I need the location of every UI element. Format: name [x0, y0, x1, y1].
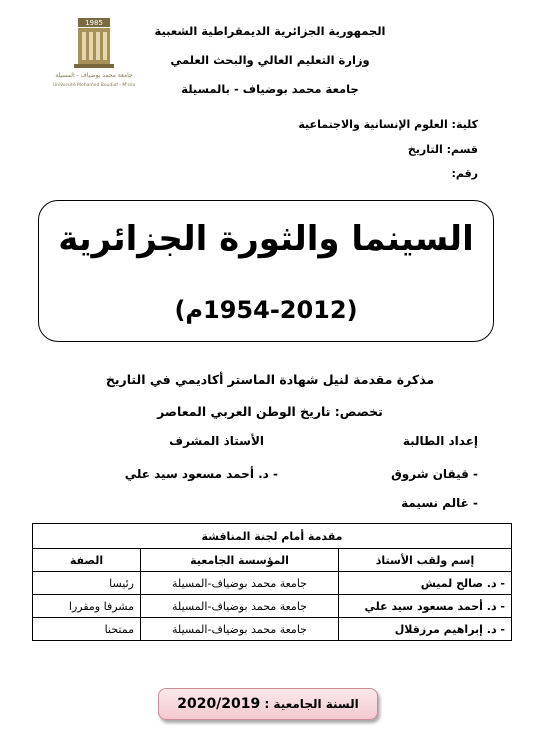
thesis-specialty: تخصص: تاريخ الوطن العربي المعاصر: [157, 404, 383, 419]
university-name: جامعة محمد بوضياف - بالمسيلة: [181, 82, 359, 96]
table-caption-row: [33, 524, 512, 549]
academic-year-box: [158, 688, 378, 720]
member-name: - د. إبراهيم مرزقلال: [339, 618, 512, 641]
member-role: ممتحنا: [33, 618, 141, 641]
committee-caption: مقدمة أمام لجنة المناقشة: [33, 524, 512, 549]
member-institution: جامعة محمد بوضياف-المسيلة: [141, 595, 339, 618]
table-row: [33, 595, 512, 618]
member-institution: جامعة محمد بوضياف-المسيلة: [141, 572, 339, 595]
member-role: مشرفا ومقررا: [33, 595, 141, 618]
title-box: [38, 200, 494, 342]
header-name: إسم ولقب الأستاذ: [339, 549, 512, 572]
supervisor-label: الأستاذ المشرف: [169, 434, 264, 448]
student-name: - قيقان شروق: [391, 467, 478, 481]
member-institution: جامعة محمد بوضياف-المسيلة: [141, 618, 339, 641]
header-role: الصفة: [33, 549, 141, 572]
faculty-label: كلية: العلوم الإنسانية والاجتماعية: [298, 118, 478, 131]
number-label: رقم:: [451, 167, 478, 180]
student-name: - غالم نسيمة: [401, 496, 478, 510]
svg-text:Université Mohamed Boudiaf - M: Université Mohamed Boudiaf - M'sila: [52, 83, 136, 88]
academic-year-label: السنة الجامعية :: [264, 697, 359, 711]
students-label: إعداد الطالبة: [402, 434, 478, 448]
university-logo: [38, 14, 148, 92]
member-name: - د. أحمد مسعود سيد علي: [339, 595, 512, 618]
committee-table: [32, 523, 512, 641]
svg-text:جامعة محمد بوضياف - المسيلة: جامعة محمد بوضياف - المسيلة: [55, 72, 133, 79]
ministry-name: وزارة التعليم العالي والبحث العلمي: [170, 53, 370, 67]
member-role: رئيسا: [33, 572, 141, 595]
thesis-period: (1954-2012م): [174, 296, 358, 324]
header-institution: المؤسسة الجامعية: [141, 549, 339, 572]
table-row: [33, 618, 512, 641]
member-name: - د. صالح لميش: [339, 572, 512, 595]
table-row: [33, 572, 512, 595]
department-label: قسم: التاريخ: [407, 143, 478, 156]
thesis-title: السينما والثورة الجزائرية: [58, 219, 474, 259]
republic-name: الجمهورية الجزائرية الديمقراطية الشعبية: [154, 24, 386, 38]
supervisor-name: - د. أحمد مسعود سيد علي: [124, 467, 278, 481]
table-header-row: [33, 549, 512, 572]
thesis-purpose: مذكرة مقدمة لنيل شهادة الماستر أكاديمي في التاريخ: [105, 372, 435, 387]
academic-year-value: 2020/2019: [177, 696, 261, 712]
svg-text:1985: 1985: [85, 19, 103, 27]
